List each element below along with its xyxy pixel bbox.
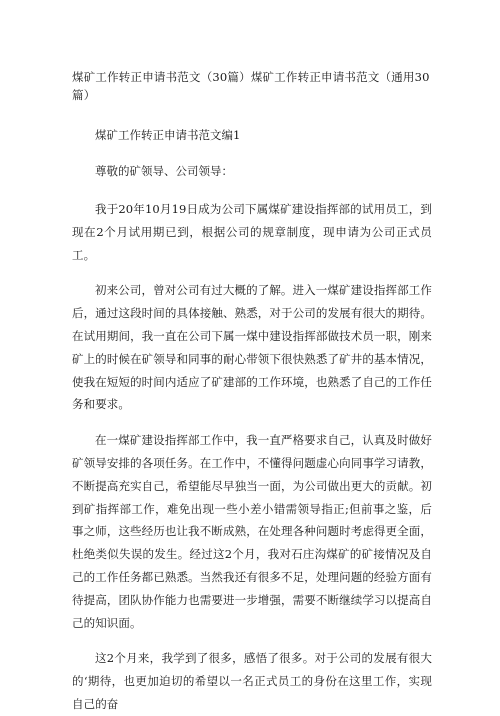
- salutation: 尊敬的矿领导、公司领导：: [95, 164, 233, 178]
- document-title: 煤矿工作转正申请书范文（30篇）煤矿工作转正申请书范文（通用30篇）: [72, 70, 430, 102]
- paragraph-1: 我于20年10月19日成为公司下属煤矿建设指挥部的试用员工，到现在2个月试用期已到，根据公司的规章制度，现申请为公司正式员工。: [72, 202, 432, 262]
- section-heading: 煤矿工作转正申请书范文编1: [95, 128, 241, 142]
- paragraph-3: 在一煤矿建设指挥部工作中，我一直严格要求自己，认真及时做好矿领导安排的各项任务。在工作中，不懂得问题虚心向同事学习请教，不断提高充实自己，希望能尽早独当一面，为公司做出更大的贡献。初到矿指挥部工作，难免出现一些小差小错需领导指正;但前事之鉴，后事之师，这些经历也让我不断成熟，在处理各种问题时考虑得更全面，杜绝类似失误的发生。经过这2个月，我对石庄沟煤矿的矿接情况及自己的工作任务都已熟悉。当然我还有很多不足，处理问题的经验方面有待提高，团队协作能力也需要进一步增强，需要不断继续学习以提高自己的知识面。: [72, 433, 432, 630]
- paragraph-4: 这2个月来，我学到了很多，感悟了很多。对于公司的发展有很大的‘期待，也更加迫切的希望以一名正式员工的身份在这里工作，实现自己的奋: [72, 651, 432, 711]
- paragraph-2: 初来公司，曾对公司有过大概的了解。进入一煤矿建设指挥部工作后，通过这段时间的具体接触、熟悉，对于公司的发展有很大的期待。在试用期间，我一直在公司下属一煤中建设指挥部做技术员一职，刚来矿上的时候在矿领导和同事的耐心带领下很快熟悉了矿井的基本情况，使我在短短的时间内适应了矿建部的工作环境，也熟悉了自己的工作任务和要求。: [72, 283, 432, 412]
